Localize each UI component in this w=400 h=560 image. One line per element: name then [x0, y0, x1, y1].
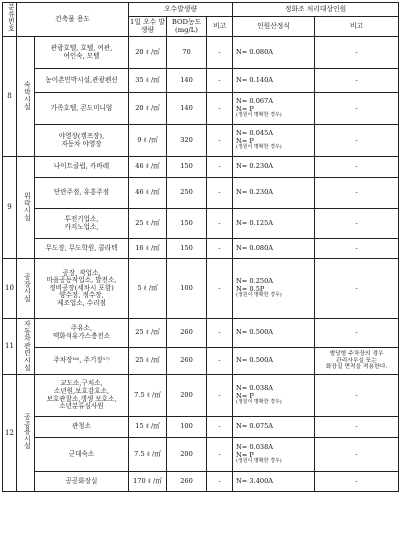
building-use-line: 나이트클럽, 카바레 — [53, 162, 110, 171]
table-row — [3, 37, 399, 69]
table-row — [3, 209, 399, 239]
note-sewage: - — [207, 239, 233, 259]
building-use — [35, 239, 129, 259]
col-header-class — [3, 3, 17, 37]
section-number: 9 — [3, 157, 17, 259]
bod-concentration: 140 — [167, 93, 207, 125]
building-use-line: 야영장(캠프장), — [58, 131, 105, 140]
note-sewage: - — [207, 259, 233, 319]
table-row — [3, 69, 399, 93]
table-row — [3, 417, 399, 438]
note-sewage: - — [207, 209, 233, 239]
group-header-septic: 정화조 처리대상인원 — [233, 3, 399, 17]
bod-concentration: 200 — [167, 375, 207, 417]
note-septic: - — [315, 37, 399, 69]
note-septic — [315, 348, 399, 375]
note-septic: - — [315, 69, 399, 93]
section-category — [17, 157, 35, 259]
section-number: 12 — [3, 375, 17, 492]
note-sewage: - — [207, 319, 233, 348]
person-calc-condition: (정원이 명확한 경우) — [236, 112, 282, 119]
bod-concentration: 200 — [167, 438, 207, 472]
note-sewage: - — [207, 472, 233, 492]
section-number: 11 — [3, 319, 17, 375]
person-calc — [233, 69, 315, 93]
table-row — [3, 157, 399, 178]
daily-sewage: 170 ℓ /㎡ — [129, 472, 167, 492]
note-septic: - — [315, 319, 399, 348]
building-use — [35, 375, 129, 417]
building-use-line: 양수장, 정수장, — [59, 291, 104, 300]
building-use-line: 소년원,보호감호소, — [53, 386, 110, 395]
person-calc-line: N= P — [236, 391, 254, 400]
bod-concentration: 250 — [167, 178, 207, 209]
col-header-calc: 인원산정식 — [233, 17, 315, 37]
note-sewage: - — [207, 93, 233, 125]
person-calc-condition: (정원이 명확한 경우) — [236, 399, 282, 406]
bod-concentration: 150 — [167, 239, 207, 259]
person-calc-line: N= 0.250A — [236, 277, 274, 286]
building-use-line: 군대숙소 — [68, 449, 95, 458]
note-sewage: - — [207, 178, 233, 209]
building-use — [35, 417, 129, 438]
building-use-line: 정비공장(세차시 포함) — [49, 283, 114, 292]
building-use-line: 단란주점, 유흥주점 — [53, 188, 110, 197]
building-use-line: 공장, 작업소, — [62, 268, 101, 277]
person-calc-condition: (정원이 명확한 경우) — [236, 458, 282, 465]
person-calc-line: N= 0.125A — [236, 218, 274, 227]
bod-concentration: 260 — [167, 472, 207, 492]
daily-sewage: 15 ℓ /㎡ — [129, 417, 167, 438]
daily-sewage: 7.5 ℓ /㎡ — [129, 375, 167, 417]
bod-concentration: 320 — [167, 125, 207, 157]
building-use — [35, 438, 129, 472]
bod-concentration: 100 — [167, 417, 207, 438]
person-calc-line: N= P — [236, 136, 254, 145]
bod-concentration: 150 — [167, 209, 207, 239]
bod-concentration: 260 — [167, 319, 207, 348]
building-use — [35, 348, 129, 375]
note-sewage: - — [207, 417, 233, 438]
section-category-label: 위락시설 — [22, 191, 31, 221]
person-calc — [233, 472, 315, 492]
building-use-line: 교도소,구치소, — [60, 379, 103, 388]
person-calc — [233, 348, 315, 375]
note-septic: - — [315, 157, 399, 178]
person-calc — [233, 438, 315, 472]
building-use — [35, 319, 129, 348]
person-calc-line: N= 0.080A — [236, 243, 274, 252]
note-septic: - — [315, 472, 399, 492]
section-category — [17, 37, 35, 157]
person-calc-line: N= P — [236, 450, 254, 459]
bod-concentration: 260 — [167, 348, 207, 375]
note-septic: - — [315, 417, 399, 438]
building-use-line: 주유소, — [70, 324, 93, 333]
section-category-label: 숙박시설 — [22, 80, 31, 110]
building-use-line: 보호관찰소,갱생 보호소, — [46, 394, 117, 403]
section-category — [17, 375, 35, 492]
section-number: 8 — [3, 37, 17, 157]
building-use-line: 투전기업소, — [64, 214, 99, 223]
table-row — [3, 239, 399, 259]
table-row — [3, 178, 399, 209]
building-use-line: 주차장¹⁶⁾, 주기장¹⁷⁾ — [53, 356, 110, 365]
note-septic: - — [315, 93, 399, 125]
person-calc-condition: (정원이 명확한 경우) — [236, 292, 282, 299]
daily-sewage: 16 ℓ /㎡ — [129, 239, 167, 259]
bod-concentration: 140 — [167, 69, 207, 93]
daily-sewage: 25 ℓ /㎡ — [129, 348, 167, 375]
building-use-line: 소년분류심사원 — [59, 402, 104, 411]
person-calc-line: N= 0.038A — [236, 443, 274, 452]
bod-concentration: 100 — [167, 259, 207, 319]
person-calc-line: N= 3.400A — [236, 476, 274, 485]
building-use — [35, 178, 129, 209]
group-header-sewage: 오수발생량 — [129, 3, 233, 17]
note-septic-line: 관리사무실 또는 — [336, 357, 378, 364]
table-row — [3, 472, 399, 492]
table-row — [3, 348, 399, 375]
building-use-line: 관청소 — [71, 422, 92, 431]
table-row — [3, 319, 399, 348]
daily-sewage: 46 ℓ /㎡ — [129, 178, 167, 209]
building-use — [35, 125, 129, 157]
note-septic: - — [315, 178, 399, 209]
person-calc-line: N= 0.140A — [236, 75, 274, 84]
section-number: 10 — [3, 259, 17, 319]
table-row — [3, 125, 399, 157]
table-row — [3, 375, 399, 417]
col-header-use: 건축물 용도 — [17, 3, 129, 37]
building-use-line: 가족호텔, 콘도미니엄 — [50, 103, 113, 112]
section-category-label: 공공용시설 — [22, 413, 31, 450]
person-calc-line: N= 0.075A — [236, 422, 274, 431]
table-body — [3, 37, 399, 492]
note-septic: - — [315, 259, 399, 319]
person-calc-line: N= 0.500A — [236, 356, 274, 365]
building-use-line: 액화석유가스충전소 — [52, 332, 111, 340]
daily-sewage: 25 ℓ /㎡ — [129, 319, 167, 348]
building-use-line: 무도장, 무도학원, 콜라텍 — [45, 243, 118, 252]
person-calc — [233, 417, 315, 438]
section-category-label: 공장시설 — [22, 272, 31, 302]
person-calc — [233, 209, 315, 239]
person-calc-line: N= P — [236, 104, 254, 113]
daily-sewage: 25 ℓ /㎡ — [129, 209, 167, 239]
table-row — [3, 93, 399, 125]
person-calc — [233, 178, 315, 209]
person-calc-line: N= 0.067A — [236, 97, 274, 106]
col-header-note1: 비고 — [207, 17, 233, 37]
note-sewage: - — [207, 438, 233, 472]
section-category — [17, 319, 35, 375]
person-calc — [233, 157, 315, 178]
person-calc — [233, 239, 315, 259]
building-use — [35, 93, 129, 125]
person-calc — [233, 93, 315, 125]
building-use-line: 카지노업소, — [64, 222, 99, 231]
note-sewage: - — [207, 69, 233, 93]
note-septic-line: 별당형 주차장의 경우 — [329, 351, 384, 358]
person-calc-line: N= 0.500A — [236, 328, 274, 337]
person-calc-line: N= 0.230A — [236, 188, 274, 197]
person-calc — [233, 125, 315, 157]
building-use — [35, 157, 129, 178]
note-sewage: - — [207, 125, 233, 157]
person-calc — [233, 37, 315, 69]
person-calc-line: N= 0.5P — [236, 284, 265, 293]
person-calc-condition: (정원이 명확한 경우) — [236, 144, 282, 151]
building-use-line: 공공화장실 — [65, 476, 98, 485]
person-calc — [233, 319, 315, 348]
section-category — [17, 259, 35, 319]
col-header-class-label: 분류번호 — [6, 3, 15, 33]
col-header-bod: BOD농도 (mg/L) — [167, 17, 207, 37]
bod-concentration: 150 — [167, 157, 207, 178]
person-calc-line: N= 0.080A — [236, 47, 274, 56]
person-calc — [233, 375, 315, 417]
building-use-line: 자동차 야영장 — [61, 139, 102, 148]
building-use-line: 여인숙, 모텔 — [63, 51, 100, 60]
sewage-table — [2, 2, 399, 492]
daily-sewage: 9 ℓ /㎡ — [129, 125, 167, 157]
note-sewage: - — [207, 375, 233, 417]
daily-sewage: 35 ℓ /㎡ — [129, 69, 167, 93]
note-septic: - — [315, 239, 399, 259]
person-calc — [233, 259, 315, 319]
table-row — [3, 259, 399, 319]
note-sewage: - — [207, 37, 233, 69]
note-septic-line: 화장실 면적을 적용한다. — [325, 364, 388, 371]
note-sewage: - — [207, 348, 233, 375]
building-use — [35, 472, 129, 492]
note-septic: - — [315, 125, 399, 157]
note-septic: - — [315, 438, 399, 472]
note-septic: - — [315, 209, 399, 239]
daily-sewage: 20 ℓ /㎡ — [129, 93, 167, 125]
col-header-note2: 비고 — [315, 17, 399, 37]
note-septic: - — [315, 375, 399, 417]
bod-concentration: 70 — [167, 37, 207, 69]
daily-sewage: 46 ℓ /㎡ — [129, 157, 167, 178]
note-sewage: - — [207, 157, 233, 178]
building-use-line: 관광호텔, 호텔, 여관, — [50, 43, 113, 52]
daily-sewage: 5 ℓ /㎡ — [129, 259, 167, 319]
building-use — [35, 69, 129, 93]
building-use — [35, 209, 129, 239]
building-use — [35, 259, 129, 319]
daily-sewage: 7.5 ℓ /㎡ — [129, 438, 167, 472]
building-use-line: 농어촌민박시설,관광펜션 — [45, 75, 118, 84]
building-use — [35, 37, 129, 69]
building-use-line: 마을공동작업소, 발전소, — [46, 276, 117, 285]
building-use-line: 제조업소, 수리점 — [57, 298, 106, 307]
person-calc-line: N= 0.230A — [236, 162, 274, 171]
col-header-daily: 1일 오수 발생량 — [129, 17, 167, 37]
table-row — [3, 438, 399, 472]
section-category-label: 자동차관련시설 — [22, 319, 31, 371]
person-calc-line: N= 0.045A — [236, 129, 274, 138]
person-calc-line: N= 0.038A — [236, 384, 274, 393]
daily-sewage: 20 ℓ /㎡ — [129, 37, 167, 69]
